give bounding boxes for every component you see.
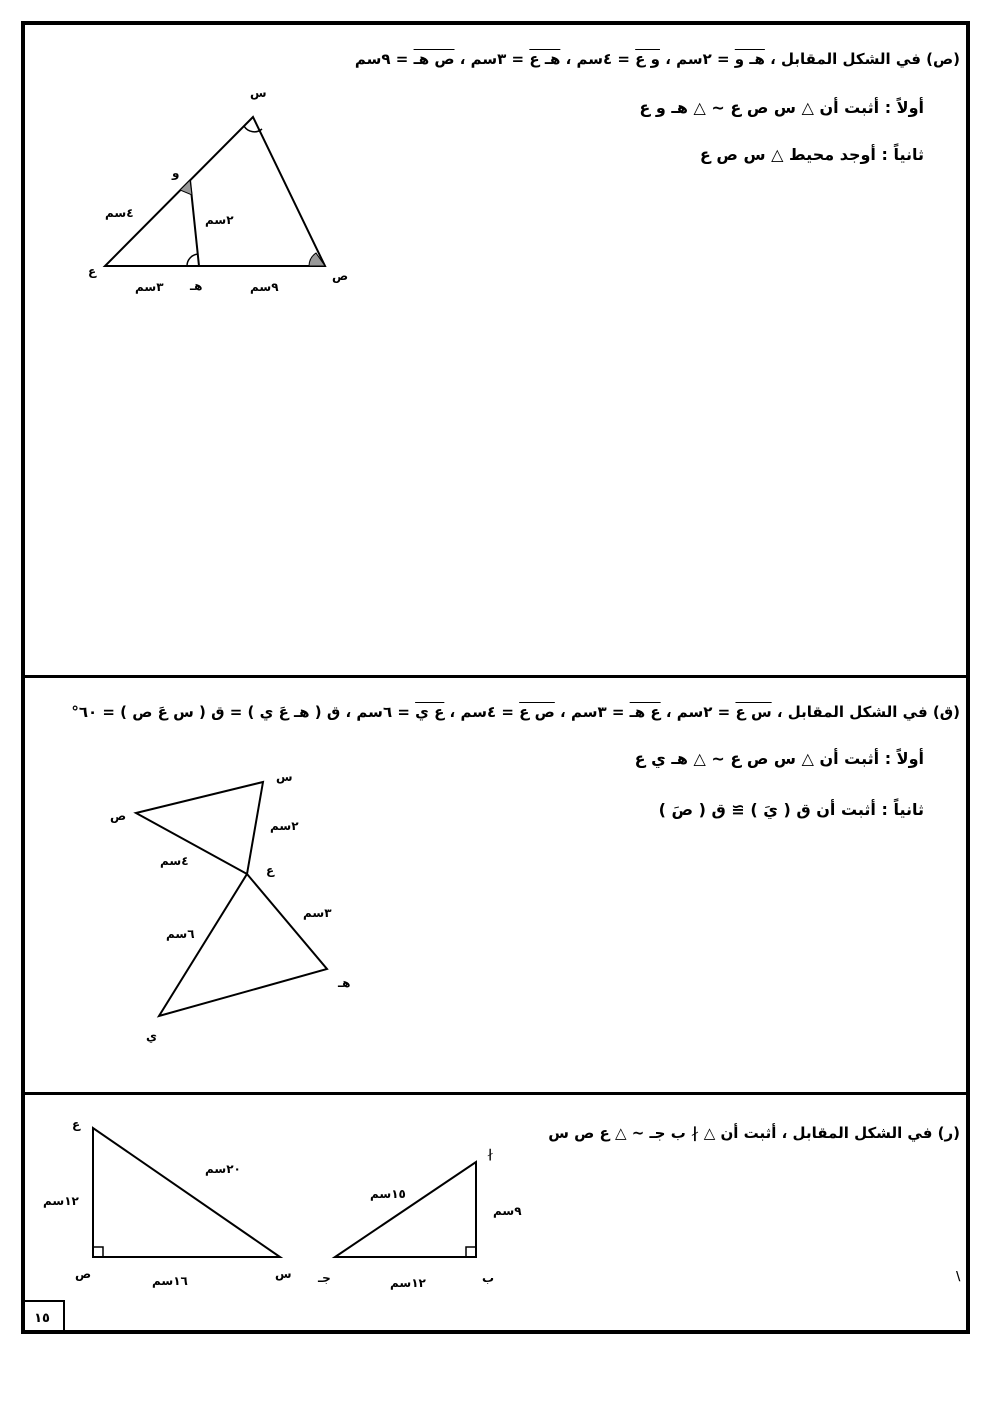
label-ay: ٦سم	[166, 927, 195, 941]
label-sa: ٢سم	[270, 819, 299, 833]
figure-ra	[93, 1128, 476, 1257]
label-a: ع	[88, 264, 97, 278]
question-sad-part2: ثانياً : أوجد محيط △ س ص ع	[699, 145, 924, 164]
label-sd: ص	[110, 809, 127, 823]
label-s: س	[250, 86, 267, 100]
label-sd: ص	[332, 269, 349, 283]
triangle-a-sd-s	[93, 1128, 280, 1257]
right-angle-b	[466, 1247, 476, 1257]
question-sad-part1: أولاً : أثبت أن △ س ص ع ~ △ هـ و ع	[639, 98, 924, 117]
label-y: ي	[146, 1029, 157, 1043]
angle-mark-w	[180, 180, 192, 195]
label-sda: ٤سم	[160, 854, 189, 868]
label-s: س	[275, 1267, 292, 1281]
segment-value: = ٣سم ،	[454, 50, 530, 68]
header-text: (ق) في الشكل المقابل ،	[771, 703, 960, 721]
label-alef-b: ٩سم	[493, 1204, 522, 1218]
label-wh: ٢سم	[205, 213, 234, 227]
label-a: ع	[72, 1117, 81, 1131]
label-sd: ص	[75, 1267, 92, 1281]
segment: و ع	[635, 50, 660, 68]
label-alef-j: ١٥سم	[370, 1187, 406, 1201]
label-j: جـ	[318, 1271, 331, 1285]
segment-value: = ٣سم ،	[554, 703, 630, 721]
triangle-a-h-y	[159, 874, 327, 1016]
segment-value: = ٢سم ،	[659, 50, 735, 68]
triangle-alef-b-j	[335, 1162, 476, 1257]
question-qaf-part2: ثانياً : أثبت أن ق ( يَ ) ≅ ق ( صَ )	[658, 800, 924, 819]
segment-value: = ٦سم ،	[340, 703, 416, 721]
label-sd-s: ١٦سم	[152, 1274, 188, 1288]
angle-mark-h	[187, 254, 198, 266]
segment: هـ و	[734, 50, 765, 68]
label-a: ع	[266, 863, 275, 877]
label-ah: ٣سم	[303, 906, 332, 920]
label-a-sd: ١٢سم	[43, 1194, 79, 1208]
segment: ع ي	[415, 703, 445, 721]
label-wa: ٤سم	[105, 206, 134, 220]
label-b-j: ١٢سم	[390, 1276, 426, 1290]
label-s: س	[276, 770, 293, 784]
label-h: هـ	[190, 279, 203, 293]
right-angle-sd	[93, 1247, 103, 1257]
figure-qaf	[136, 782, 327, 1016]
question-qaf-header	[71, 703, 960, 721]
segment-value: = ٤سم ،	[444, 703, 520, 721]
figure-sad	[105, 117, 325, 266]
label-w: و	[172, 166, 180, 180]
segment: ع هـ	[629, 703, 661, 721]
triangle-s-sd-a	[136, 782, 263, 874]
triangle-sad	[105, 117, 325, 266]
page-number: ١٥	[21, 1300, 65, 1334]
label-a-s: ٢٠سم	[205, 1162, 241, 1176]
segment-value: = ٤سم ،	[560, 50, 636, 68]
label-b: ب	[482, 1271, 495, 1285]
segment-value: = ٢سم ،	[660, 703, 736, 721]
segment-value: = ٩سم	[354, 50, 414, 68]
segment: ص هـ	[413, 50, 455, 68]
segment: س ع	[735, 703, 772, 721]
question-ra-header: (ر) في الشكل المقابل ، أثبت أن △ ∤ ب جـ ~ △ ع ص س	[548, 1124, 960, 1142]
stray-mark: \	[956, 1269, 961, 1283]
label-h: هـ	[338, 976, 351, 990]
header-text: (ص) في الشكل المقابل ،	[764, 50, 960, 68]
label-alef: ∤	[487, 1147, 493, 1161]
question-qaf-part1: أولاً : أثبت أن △ س ص ع ~ △ هـ ي ع	[634, 749, 924, 768]
angle-condition: ق ( هـ عَ ي ) = ق ( س عَ ص ) = ٦٠°	[71, 703, 341, 721]
label-ah: ٣سم	[135, 280, 164, 294]
segment: هـ ع	[529, 50, 561, 68]
label-hs: ٩سم	[250, 280, 279, 294]
segment: ص ع	[519, 703, 555, 721]
